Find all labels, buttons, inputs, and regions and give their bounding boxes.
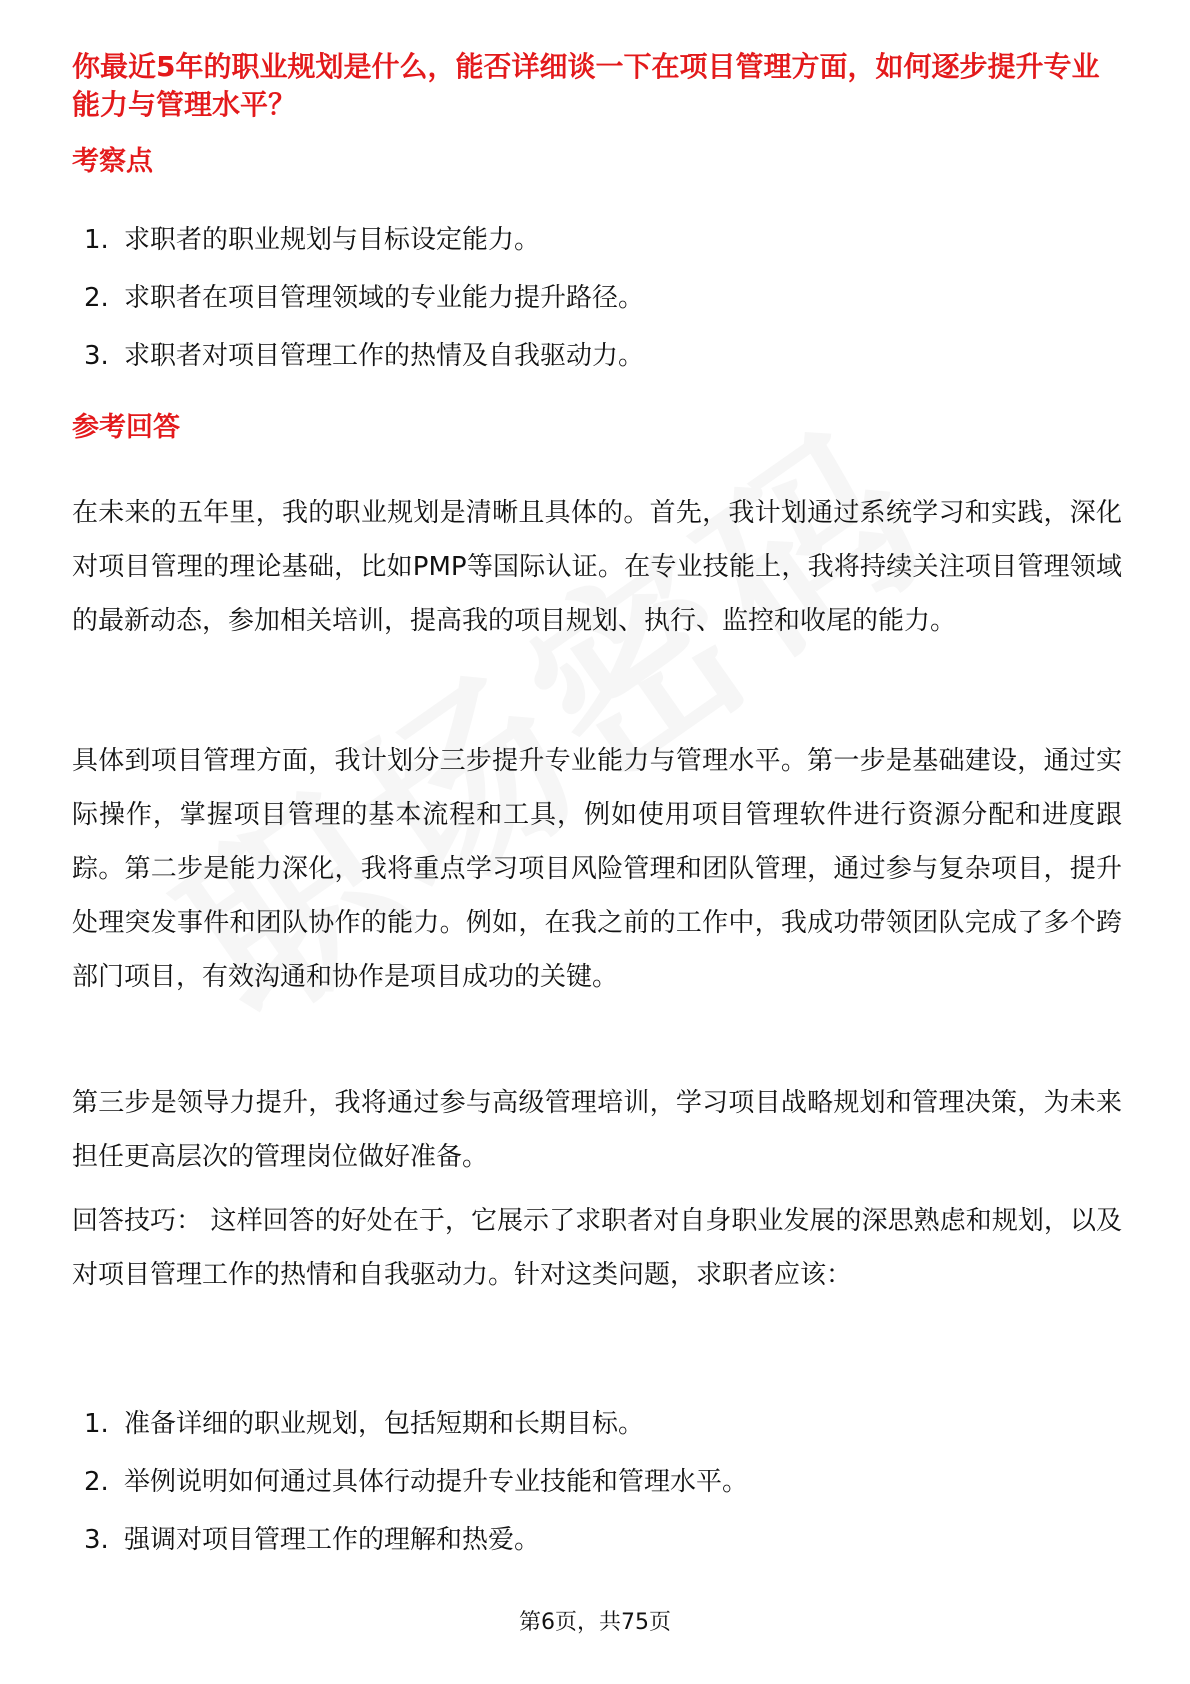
answer-paragraph: 在未来的五年里，我的职业规划是清晰且具体的。首先，我计划通过系统学习和实践，深化对项目管理的理论基础，比如PMP等国际认证。在专业技能上，我将持续关注项目管理领域的最新动态，参加相关培训，提高我的项目规划、执行、监控和收尾的能力。	[72, 498, 1122, 636]
list-item-number: 3.	[84, 1525, 109, 1555]
section-heading-key-points: 考察点	[72, 146, 153, 177]
list-item-text: 强调对项目管理工作的理解和热爱。	[124, 1525, 541, 1555]
list-item	[84, 1464, 748, 1522]
list-item-text: 求职者在项目管理领域的专业能力提升路径。	[124, 283, 645, 313]
answer-paragraph: 具体到项目管理方面，我计划分三步提升专业能力与管理水平。第一步是基础建设，通过实际操作，掌握项目管理的基本流程和工具，例如使用项目管理软件进行资源分配和进度跟踪。第二步是能力深化，我将重点学习项目风险管理和团队管理，通过参与复杂项目，提升处理突发事件和团队协作的能力。例如，在我之前的工作中，我成功带领团队完成了多个跨部门项目，有效沟通和协作是项目成功的关键。	[72, 746, 1122, 992]
tips-list	[84, 1406, 748, 1580]
list-item-number: 3.	[84, 341, 109, 371]
key-points-list	[84, 222, 644, 396]
list-item-number: 1.	[84, 225, 109, 255]
list-item	[84, 280, 644, 338]
page-footer: 第6页，共75页	[519, 1610, 671, 1635]
document-page	[72, 48, 1122, 1555]
list-item-text: 求职者对项目管理工作的热情及自我驱动力。	[124, 341, 645, 371]
list-item	[84, 1522, 748, 1580]
list-item-text: 举例说明如何通过具体行动提升专业技能和管理水平。	[124, 1467, 749, 1497]
list-item-number: 2.	[84, 283, 109, 313]
list-item-number: 1.	[84, 1409, 109, 1439]
list-item	[84, 338, 644, 396]
list-item	[84, 1406, 748, 1464]
list-item	[84, 222, 644, 280]
answer-paragraph: 第三步是领导力提升，我将通过参与高级管理培训，学习项目战略规划和管理决策，为未来担任更高层次的管理岗位做好准备。	[72, 1088, 1122, 1172]
list-item-text: 求职者的职业规划与目标设定能力。	[124, 225, 541, 255]
list-item-text: 准备详细的职业规划，包括短期和长期目标。	[124, 1409, 645, 1439]
section-heading-reference-answer: 参考回答	[72, 412, 180, 443]
list-item-number: 2.	[84, 1467, 109, 1497]
question-title: 你最近5年的职业规划是什么，能否详细谈一下在项目管理方面，如何逐步提升专业能力与管理水平？	[72, 50, 1100, 121]
answer-tips-paragraph: 回答技巧： 这样回答的好处在于，它展示了求职者对自身职业发展的深思熟虑和规划，以及对项目管理工作的热情和自我驱动力。针对这类问题，求职者应该：	[72, 1206, 1122, 1290]
